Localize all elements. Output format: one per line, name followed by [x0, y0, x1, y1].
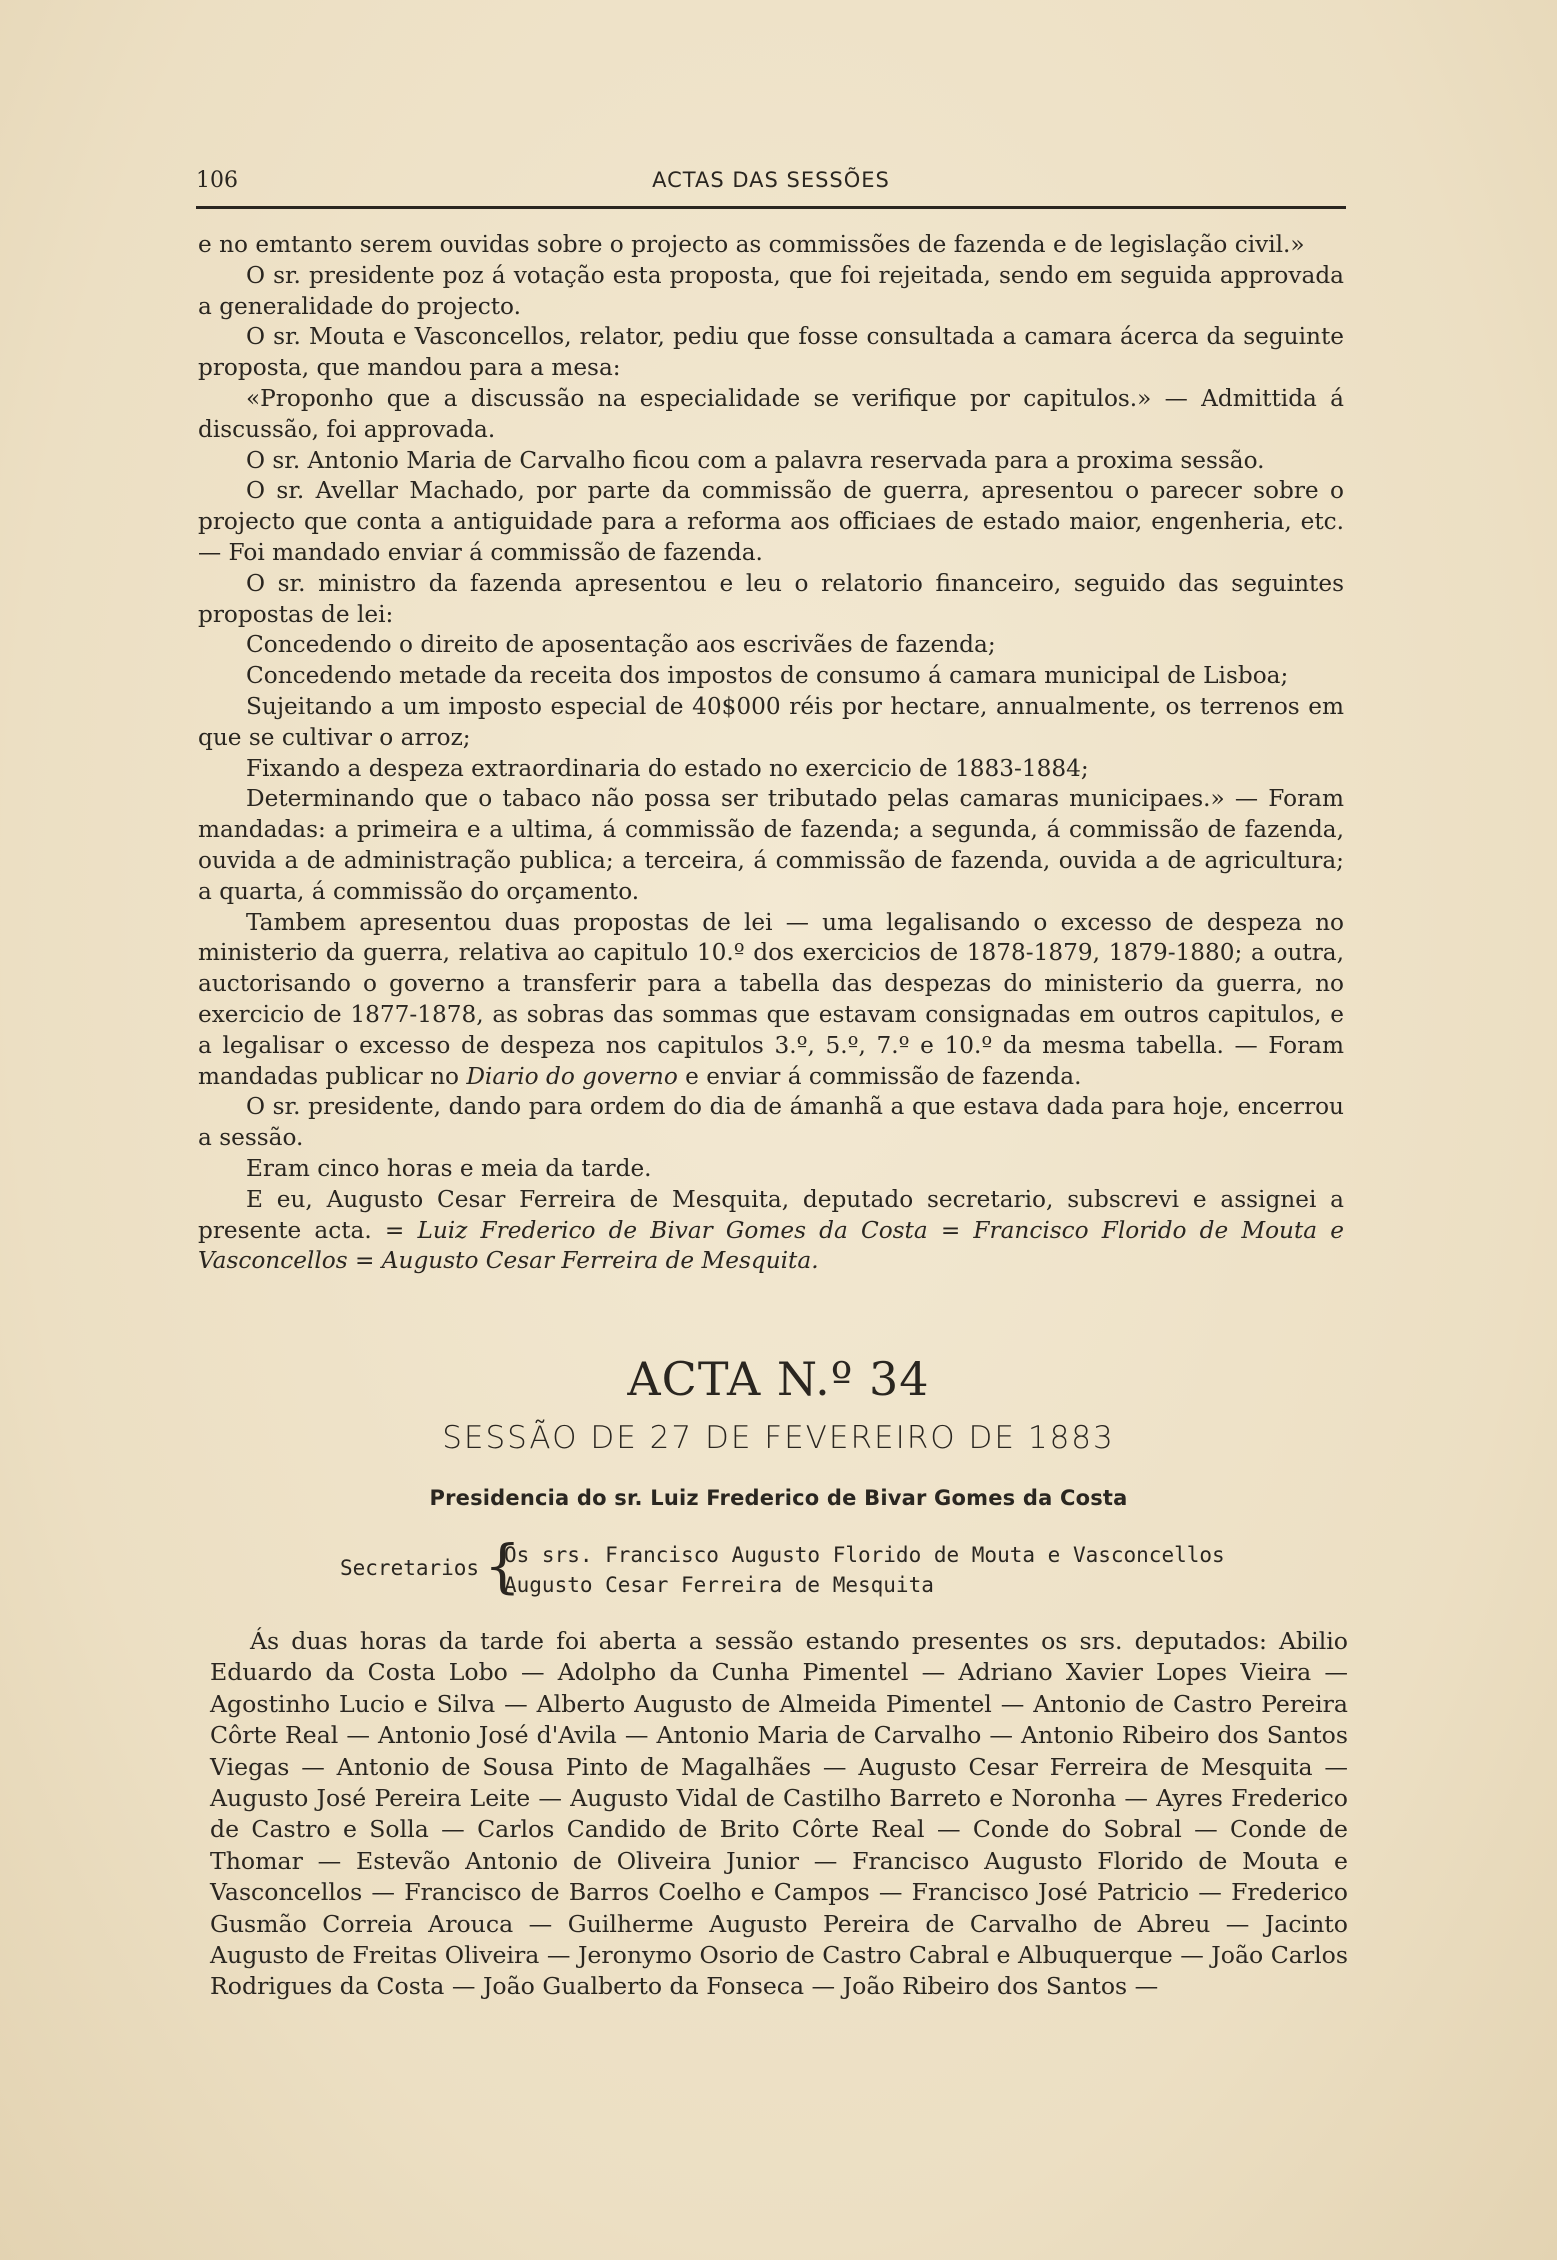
- paragraph: O sr. presidente, dando para ordem do dia de ámanhã a que estava dada para hoje, encerrou a sessão.: [198, 1093, 1344, 1152]
- paragraph: O sr. Mouta e Vasconcellos, relator, pediu que fosse consultada a camara ácerca da seguinte proposta, que mandou para a mesa:: [198, 323, 1344, 382]
- paragraph: O sr. ministro da fazenda apresentou e leu o relatorio financeiro, seguido das seguintes propostas de lei:: [198, 569, 1344, 628]
- acta-title: ACTA N.º 34: [627, 1352, 930, 1406]
- page-number: 106: [196, 168, 238, 193]
- paragraph: O sr. Antonio Maria de Carvalho ficou com a palavra reservada para a proxima sessão.: [246, 446, 1265, 474]
- paragraph: Concedendo o direito de aposentação aos escrivães de fazenda;: [246, 631, 996, 659]
- signoff-paragraph: [198, 1185, 1344, 1277]
- previous-session-text: [198, 230, 1344, 1277]
- secretary-name: Os srs. Francisco Augusto Florido de Mouta e Vasconcellos: [504, 1543, 1225, 1567]
- paragraph: O sr. presidente poz á votação esta proposta, que foi rejeitada, sendo em seguida approvada a generalidade do projecto.: [198, 261, 1344, 320]
- secretaries-label: Secretarios: [340, 1556, 480, 1580]
- presidency-line: Presidencia do sr. Luiz Frederico de Bivar Gomes da Costa: [429, 1486, 1128, 1510]
- session-date-heading: SESSÃO DE 27 DE FEVEREIRO DE 1883: [442, 1420, 1115, 1456]
- paragraph: Determinando que o tabaco não possa ser tributado pelas camaras municipaes.» — Foram mandadas: a primeira e a ultima, á commissão de fazenda; a segunda, á commissão de fazenda, ouvida a de administração publica; a terceira, á commissão de fazenda, ouvida a de agricultura; a quarta, á commissão do orçamento.: [198, 785, 1344, 905]
- text-run: Tambem apresentou duas propostas de lei — uma legalisando o excesso de despeza no ministerio da guerra, relativa ao capitulo 10.º dos exercicios de 1878-1879, 1879-1880; a outra, auctorisando o governo a transferir para a tabella das despezas do ministerio da guerra, no exercicio de 1877-1878, as sobras das sommas que estavam consignadas em outros capitulos, e a legalisar o excesso de despeza nos capitulos 3.º, 5.º, 7.º e 10.º da mesma tabella. — Foram mandadas publicar no: [198, 908, 1344, 1090]
- paragraph: Ás duas horas da tarde foi aberta a sessão estando presentes os srs. deputados: Abilio Eduardo da Costa Lobo — Adolpho da Cunha Pimentel — Adriano Xavier Lopes Vieira — Agostinho Lucio e Silva — Alberto Augusto de Almeida Pimentel — Antonio de Castro Pereira Côrte Real — Antonio José d'Avila — Antonio Maria de Carvalho — Antonio Ribeiro dos Santos Viegas — Antonio de Sousa Pinto de Magalhães — Augusto Cesar Ferreira de Mesquita — Augusto José Pereira Leite — Augusto Vidal de Castilho Barreto e Noronha — Ayres Frederico de Castro e Solla — Carlos Candido de Brito Côrte Real — Conde do Sobral — Conde de Thomar — Estevão Antonio de Oliveira Junior — Francisco Augusto Florido de Mouta e Vasconcellos — Francisco de Barros Coelho e Campos — Francisco José Patricio — Frederico Gusmão Correia Arouca — Guilherme Augusto Pereira de Carvalho de Abreu — Jacinto Augusto de Freitas Oliveira — Jeronymo Osorio de Castro Cabral e Albuquerque — João Carlos Rodrigues da Costa — João Gualberto da Fonseca — João Ribeiro dos Santos —: [210, 1627, 1348, 2001]
- paragraph: Fixando a despeza extraordinaria do estado no exercicio de 1883-1884;: [246, 754, 1089, 782]
- session-text: [210, 1626, 1348, 2003]
- paragraph: Sujeitando a um imposto especial de 40$000 réis por hectare, annualmente, os terrenos em que se cultivar o arroz;: [198, 692, 1344, 751]
- paragraph: e no emtanto serem ouvidas sobre o projecto as commissões de fazenda e de legislação civil.»: [198, 231, 1305, 258]
- paragraph: «Proponho que a discussão na especialidade se verifique por capitulos.» — Admittida á discussão, foi approvada.: [198, 384, 1344, 443]
- page-header: [196, 168, 1346, 200]
- italic-text: Diario do governo: [466, 1062, 678, 1090]
- secretary-name: Augusto Cesar Ferreira de Mesquita: [504, 1573, 934, 1597]
- paragraph: Concedendo metade da receita dos impostos de consumo á camara municipal de Lisboa;: [246, 662, 1289, 690]
- secretaries-names: [504, 1540, 1225, 1600]
- paragraph: O sr. Avellar Machado, por parte da commissão de guerra, apresentou o parecer sobre o projecto que conta a antiguidade para a reforma aos officiaes de estado maior, engenheria, etc. — Foi mandado enviar á commissão de fazenda.: [198, 477, 1344, 566]
- paragraph: [198, 908, 1344, 1093]
- signatures: Luiz Frederico de Bivar Gomes da Costa = Francisco Florido de Mouta e Vasconcellos = Augusto Cesar Ferreira de Mesquita.: [198, 1216, 1344, 1275]
- paragraph: Eram cinco horas e meia da tarde.: [246, 1154, 652, 1182]
- running-title: ACTAS DAS SESSÕES: [652, 168, 890, 192]
- brace-glyph: {: [484, 1532, 521, 1600]
- header-rule: [196, 206, 1346, 209]
- text-run: E eu, Augusto Cesar Ferreira de Mesquita, deputado secretario, subscrevi e assignei a presente acta. =: [198, 1185, 1344, 1244]
- text-run: e enviar á commissão de fazenda.: [677, 1062, 1082, 1090]
